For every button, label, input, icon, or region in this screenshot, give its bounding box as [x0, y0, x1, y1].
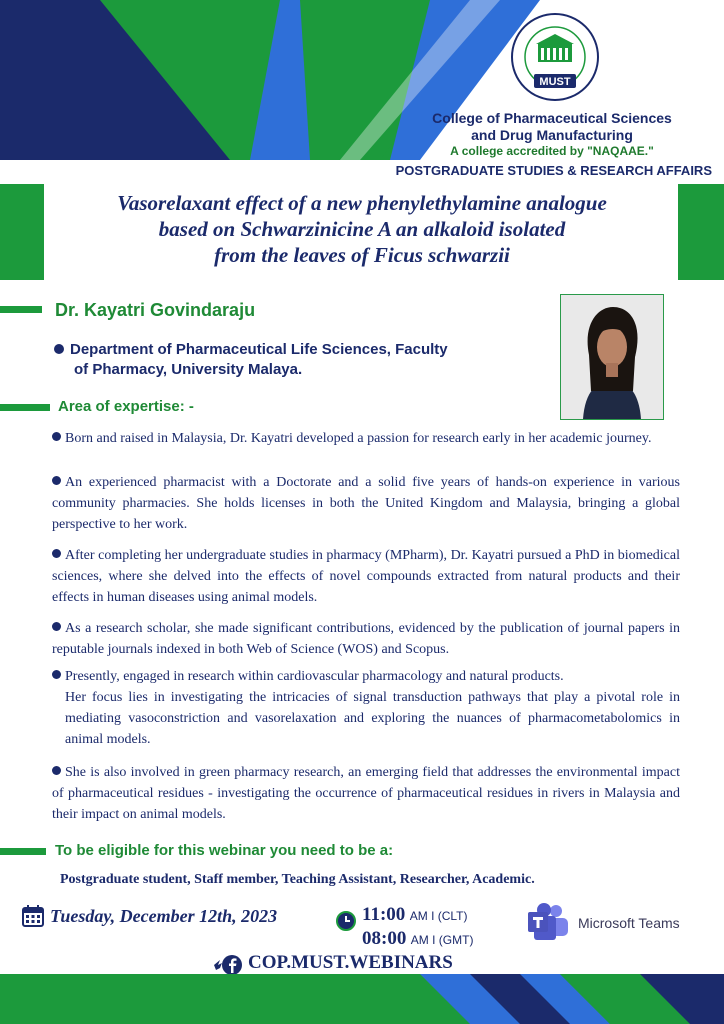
- speaker-accent-bar: [0, 306, 42, 313]
- bullet-icon: [52, 549, 61, 558]
- clock-icon: [336, 911, 356, 931]
- lecture-title: [56, 190, 668, 268]
- left-accent-bar: [0, 184, 44, 280]
- expertise-accent-bar: [0, 404, 50, 411]
- speaker-department-line1: Department of Pharmaceutical Life Sciences, Faculty: [70, 341, 448, 358]
- platform-label: Microsoft Teams: [578, 915, 680, 931]
- bullet-icon: [52, 670, 61, 679]
- expertise-item: [52, 618, 680, 660]
- accreditation-text: A college accredited by "NAQAAE.": [450, 144, 654, 158]
- expertise-item: [52, 472, 680, 535]
- logo-abbrev: MUST: [539, 76, 571, 88]
- eligibility-list: Postgraduate student, Staff member, Teaching Assistant, Researcher, Academic.: [60, 872, 535, 887]
- facebook-handle-text[interactable]: COP.MUST.WEBINARS: [248, 952, 453, 973]
- lecture-title-line1: Vasorelaxant effect of a new phenylethylamine analogue: [117, 191, 607, 215]
- event-time-gmt: [362, 928, 473, 950]
- speaker-portrait-icon: [560, 294, 664, 420]
- expertise-item-text: After completing her undergraduate studies in pharmacy (MPharm), Dr. Kayatri pursued a PhD in biomedical sciences, where she delved into the effects of novel compounds extracted from natural products and their effects in human diseases using animal models.: [52, 548, 680, 605]
- expertise-item: [52, 428, 680, 449]
- expertise-item-text: As a research scholar, she made significant contributions, evidenced by the publication of journal papers in reputable journals indexed in both Web of Science (WOS) and Scopus.: [52, 621, 680, 657]
- expertise-item-text: An experienced pharmacist with a Doctorate and a solid five years of hands-on experience in various community pharmacies. She holds licenses in both the United Kingdom and Malaysia, bringing a global perspective to her work.: [52, 475, 680, 532]
- eligibility-heading: To be eligible for this webinar you need to be a:: [55, 842, 394, 859]
- expertise-item: [52, 666, 680, 750]
- eligibility-accent-bar: [0, 848, 46, 855]
- microsoft-teams-icon: [526, 902, 570, 942]
- speaker-department: [70, 340, 540, 380]
- footer-banner: [0, 974, 724, 1024]
- lecture-title-line2: based on Schwarzinicine A an alkaloid isolated: [158, 217, 566, 241]
- calendar-icon: [22, 905, 44, 927]
- college-name-line2: and Drug Manufacturing: [471, 127, 633, 143]
- bullet-icon: [52, 622, 61, 631]
- university-seal-icon: [510, 12, 600, 102]
- event-date: Tuesday, December 12th, 2023: [50, 906, 278, 926]
- expertise-item-text: Presently, engaged in research within cardiovascular pharmacology and natural products.: [65, 669, 564, 684]
- bullet-icon: [52, 432, 61, 441]
- speaker-name: Dr. Kayatri Govindaraju: [55, 300, 256, 320]
- time-gmt-zone: AM I (GMT): [410, 933, 474, 947]
- expertise-item: [52, 762, 680, 825]
- expertise-heading: Area of expertise: -: [58, 398, 194, 415]
- bullet-icon: [54, 344, 64, 354]
- expertise-item: [52, 545, 680, 608]
- right-accent-bar: [678, 184, 724, 280]
- event-time-clt: [362, 904, 468, 926]
- bullet-icon: [52, 766, 61, 775]
- expertise-item-text: She is also involved in green pharmacy research, an emerging field that addresses the environmental impact of pharmaceutical residues - investigating the occurrence of pharmaceutical residues in rivers in Malaysia and their impact on animal models.: [52, 765, 680, 822]
- lecture-title-line3: from the leaves of Ficus schwarzii: [214, 243, 510, 267]
- time-gmt-value: 08:00: [362, 928, 407, 949]
- time-clt-zone: AM I (CLT): [409, 909, 468, 923]
- expertise-item-text: Born and raised in Malaysia, Dr. Kayatri developed a passion for research early in her academic journey.: [65, 431, 652, 446]
- time-clt-value: 11:00: [362, 904, 406, 925]
- affairs-heading: [340, 163, 724, 178]
- bullet-icon: [52, 476, 61, 485]
- speaker-department-line2: of Pharmacy, University Malaya.: [74, 361, 303, 378]
- affairs-heading-text: POSTGRADUATE STUDIES & RESEARCH AFFAIRS: [395, 163, 712, 178]
- expertise-item-continuation: Her focus lies in investigating the intricacies of signal transduction pathways that play a pivotal role in mediating vasoconstriction and vasorelaxation and exploring the nuances of pharmacometabolomics in animal models.: [65, 690, 680, 747]
- college-name-line1: College of Pharmaceutical Sciences: [432, 110, 672, 126]
- facebook-handle[interactable]: [210, 952, 453, 974]
